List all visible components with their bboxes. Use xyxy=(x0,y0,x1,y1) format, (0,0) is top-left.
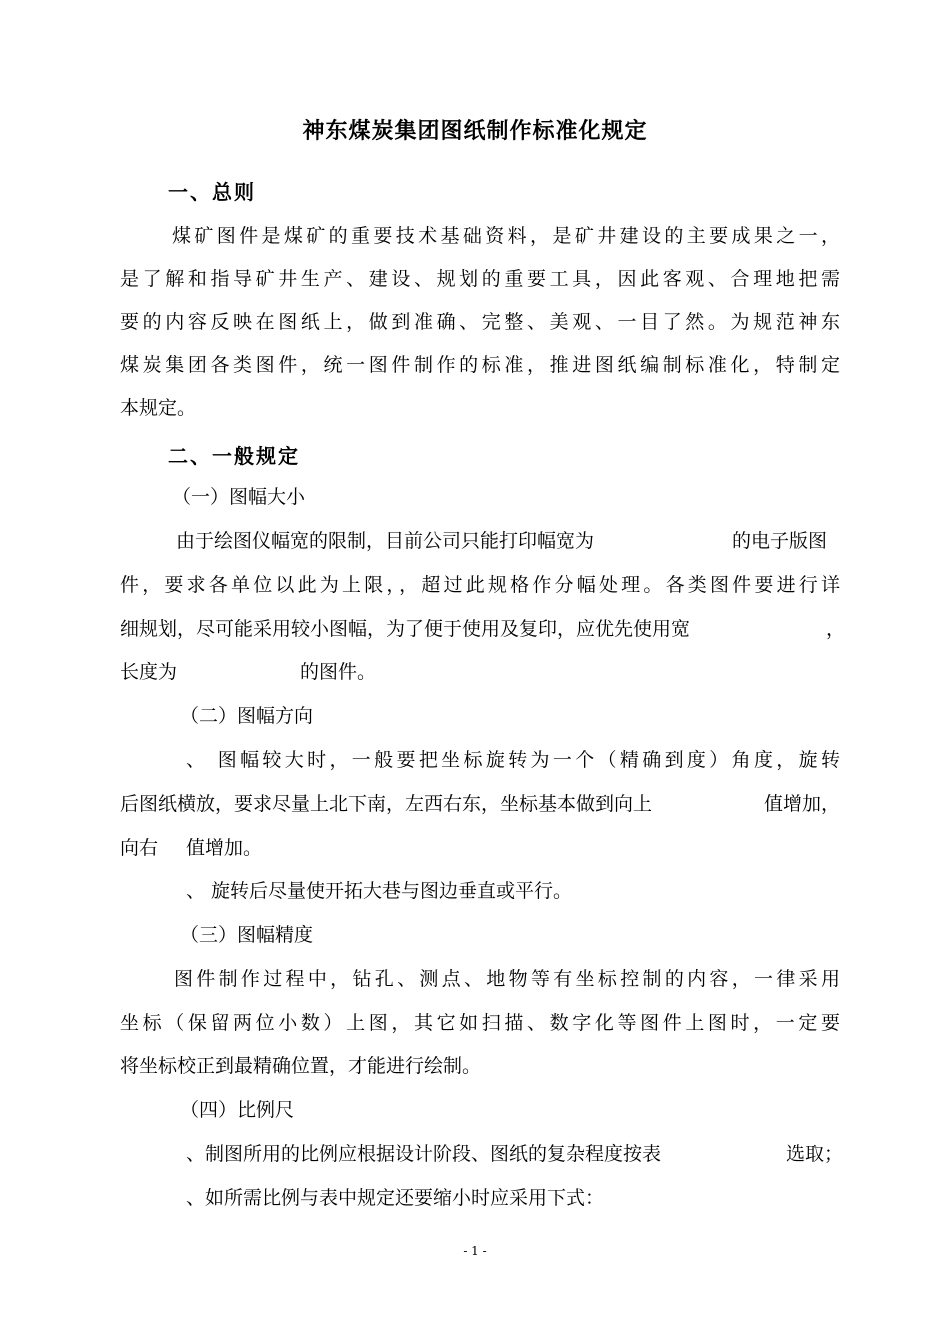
paragraph-line: 煤炭集团各类图件，统一图件制作的标准，推进图纸编制标准化，特制定 xyxy=(120,354,840,376)
paragraph-line: 本规定。 xyxy=(120,397,197,419)
paragraph-line: 要的内容反映在图纸上，做到准确、完整、美观、一目了然。为规范神东 xyxy=(120,311,840,333)
paragraph-line-fragment: 的电子版图 xyxy=(732,530,828,552)
paragraph-line-fragment: 的图件。 xyxy=(300,661,377,683)
paragraph-line: 图件制作过程中，钻孔、测点、地物等有坐标控制的内容，一律采用 xyxy=(174,968,840,990)
paragraph-line: 坐标（保留两位小数）上图，其它如扫描、数字化等图件上图时，一定要 xyxy=(120,1012,840,1034)
paragraph-line: 、如所需比例与表中规定还要缩小时应采用下式： xyxy=(186,1187,605,1209)
paragraph-line-fragment: 选取； xyxy=(786,1143,844,1165)
section-heading-general: 一、总则 xyxy=(168,180,256,204)
paragraph-line-fragment: 值增加， xyxy=(764,793,841,815)
paragraph-line: 是了解和指导矿井生产、建设、规划的重要工具，因此客观、合理地把需 xyxy=(120,268,840,290)
paragraph-line: 长度为 xyxy=(120,661,178,683)
paragraph-line-fragment: 值增加。 xyxy=(186,837,263,859)
section-heading-general-rules: 二、一般规定 xyxy=(168,444,300,468)
subsection-heading-sheet-orientation: （二）图幅方向 xyxy=(180,705,314,727)
paragraph-line: 细规划，尽可能采用较小图幅，为了便于使用及复印，应优先使用宽 xyxy=(120,618,691,640)
paragraph-line: 、 图幅较大时，一般要把坐标旋转为一个（精确到度）角度，旋转 xyxy=(186,749,840,771)
paragraph-line: 将坐标校正到最精确位置，才能进行绘制。 xyxy=(120,1055,482,1077)
subsection-heading-sheet-size: （一）图幅大小 xyxy=(172,486,306,508)
subsection-heading-scale: （四）比例尺 xyxy=(180,1099,295,1121)
paragraph-line: 后图纸横放，要求尽量上北下南，左西右东，坐标基本做到向上 xyxy=(120,793,653,815)
paragraph-line: 、制图所用的比例应根据设计阶段、图纸的复杂程度按表 xyxy=(186,1143,662,1165)
document-title: 神东煤炭集团图纸制作标准化规定 xyxy=(302,119,648,144)
paragraph-line: 由于绘图仪幅宽的限制，目前公司只能打印幅宽为 xyxy=(176,530,595,552)
subsection-heading-sheet-precision: （三）图幅精度 xyxy=(180,924,314,946)
paragraph-line: 件，要求各单位以此为上限，，超过此规格作分幅处理。各类图件要进行详 xyxy=(120,574,840,596)
paragraph-line: 、 旋转后尽量使开拓大巷与图边垂直或平行。 xyxy=(186,880,573,902)
paragraph-line: 向右 xyxy=(120,837,159,859)
paragraph-line-fragment: ， xyxy=(826,618,846,640)
paragraph-line: 煤矿图件是煤矿的重要技术基础资料，是矿井建设的主要成果之一， xyxy=(172,225,840,247)
page-number: - 1 - xyxy=(463,1244,487,1258)
